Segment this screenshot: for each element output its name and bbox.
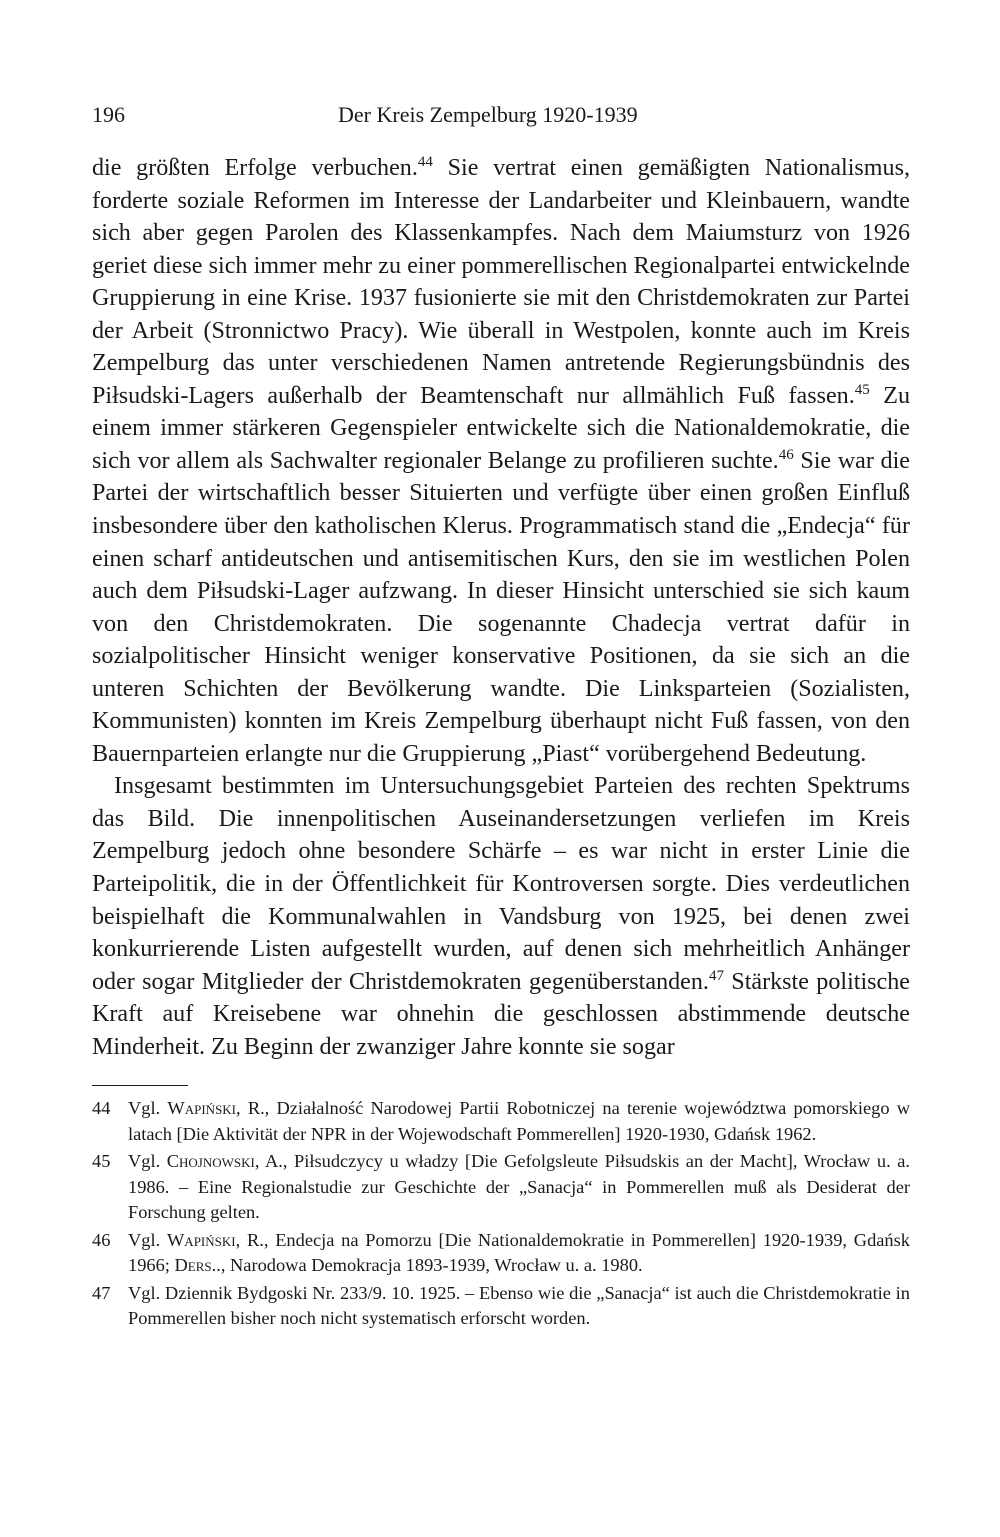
text-run: Sie vertrat einen gemäßigten Nationalismus, forderte soziale Reformen im Interesse der Landarbeiter und Kleinbauern, wandte sich aber gegen Parolen des Klassenkampfes. Nach dem Maiumsturz von 1926 geriet diese sich immer mehr zu einer pommerellischen Regionalpartei entwickelnde Gruppierung in eine Krise. 1937 fusionierte sie mit den Christdemokraten zur Partei der Arbeit (Stronnictwo Pracy). Wie überall in Westpolen, konnte auch im Kreis Zempelburg das unter verschiedenen Namen antretende Regierungsbündnis des Piłsudski-Lagers außerhalb der Beamtenschaft nur allmählich Fuß fassen. [92, 155, 910, 409]
footnote-ref-44: 44 [417, 154, 433, 170]
main-text [92, 152, 910, 1063]
book-page [92, 96, 910, 1334]
footnote-47 [92, 1281, 910, 1332]
text-run: , R., Działalność Narodowej Partii Robotniczej na terenie województwa pomorskiego w latach [Die Aktivität der NPR in der Wojewodschaft Pommerellen] 1920-1930, Gdańsk 1962. [128, 1098, 910, 1144]
paragraph [92, 770, 910, 1063]
footnote-ref-46: 46 [778, 446, 794, 463]
footnote-separator [92, 1085, 188, 1086]
footnote-text: Vgl. Dziennik Bydgoski Nr. 233/9. 10. 1925. – Ebenso wie die „Sanacja“ ist auch die Christdemokratie in Pommerellen bisher noch nicht systematisch erforscht worden. [128, 1282, 910, 1329]
author-name: Ders. [174, 1255, 217, 1276]
text-run: , A., Piłsudczycy u władzy [Die Gefolgsleute Piłsudskis an der Macht], Wrocław u. a. 1986. – Eine Regionalstudie zur Geschichte der „Sanacja“ in Pommerellen muß als Desiderat der Forschung gelten. [128, 1151, 910, 1223]
page-number: 196 [92, 102, 125, 127]
footnote-number: 45 [92, 1151, 111, 1172]
author-name: Wapiński [166, 1229, 236, 1250]
text-run: Zu einem immer stärkeren Gegenspieler entwickelte sich die Nationaldemokratie, die sich vor allem als Sachwalter regionaler Belange zu profilieren suchte. [92, 382, 910, 474]
author-name: Chojnowski [166, 1151, 255, 1172]
text-run: Vgl. [128, 1151, 167, 1172]
footnote-ref-47: 47 [708, 967, 724, 984]
running-head [92, 96, 910, 136]
footnote-number: 47 [92, 1282, 111, 1303]
footnote-45 [92, 1149, 910, 1226]
text-run: Vgl. [128, 1098, 168, 1119]
running-title: Der Kreis Zempelburg 1920-1939 [338, 102, 638, 127]
footnote-number: 44 [92, 1098, 111, 1119]
footnote-number: 46 [92, 1229, 111, 1250]
text-run: Sie war die Partei der wirtschaftlich besser Situierten und verfügte über einen großen Einfluß insbesondere über den katholischen Klerus. Programmatisch stand die „Endecja“ für einen scharf antideutschen und antisemitischen Kurs, den sie im westlichen Polen auch dem Piłsudski-Lager aufzwang. In dieser Hinsicht unterschied sie sich kaum von den Christdemokraten. Die sogenannte Chadecja vertrat dafür in sozialpolitischer Hinsicht weniger konservative Positionen, da sie sich an die unteren Schichten der Bevölkerung wandte. Die Linksparteien (Sozialisten, Kommunisten) konnten im Kreis Zempelburg überhaupt nicht Fuß fassen, von den Bauernparteien erlangte nur die Gruppierung „Piast“ vorübergehend Bedeutung. [92, 447, 910, 767]
footnotes [92, 1096, 910, 1332]
text-run: Stärkste politische Kraft auf Kreisebene war ohnehin die geschlossen abstimmende deutsche Minderheit. Zu Beginn der zwanziger Jahre konnte sie sogar [92, 968, 910, 1060]
text-run: , R., Endecja na Pomorzu [Die Nationaldemokratie in Pommerellen] 1920-1939, Gdańsk 1966; [128, 1229, 910, 1276]
text-run: Vgl. [128, 1229, 167, 1250]
text-run: ., Narodowa Demokracja 1893-1939, Wrocław u. a. 1980. [216, 1255, 643, 1276]
footnote-text [128, 1149, 910, 1226]
text-run: Insgesamt bestimmten im Untersuchungsgebiet Parteien des rechten Spektrums das Bild. Die innenpolitischen Auseinandersetzungen verliefen im Kreis Zempelburg jedoch ohne besondere Schärfe – es war nicht in erster Linie die Parteipolitik, die in der Öffentlichkeit für Kontroversen sorgte. Dies verdeutlichen beispielhaft die Kommunalwahlen in Vandsburg von 1925, bei denen zwei konkurrierende Listen aufgestellt wurden, auf denen sich mehrheitlich Anhänger oder sogar Mitglieder der Christdemokraten gegenüberstanden. [92, 773, 910, 995]
footnote-44 [92, 1096, 910, 1147]
footnote-ref-45: 45 [854, 381, 870, 398]
footnote-text [128, 1096, 910, 1147]
footnote-text [128, 1228, 910, 1279]
text-run: die größten Erfolge verbuchen. [92, 155, 418, 181]
footnote-46 [92, 1228, 910, 1279]
author-name: Wapiński [167, 1098, 237, 1119]
paragraph [92, 152, 910, 770]
